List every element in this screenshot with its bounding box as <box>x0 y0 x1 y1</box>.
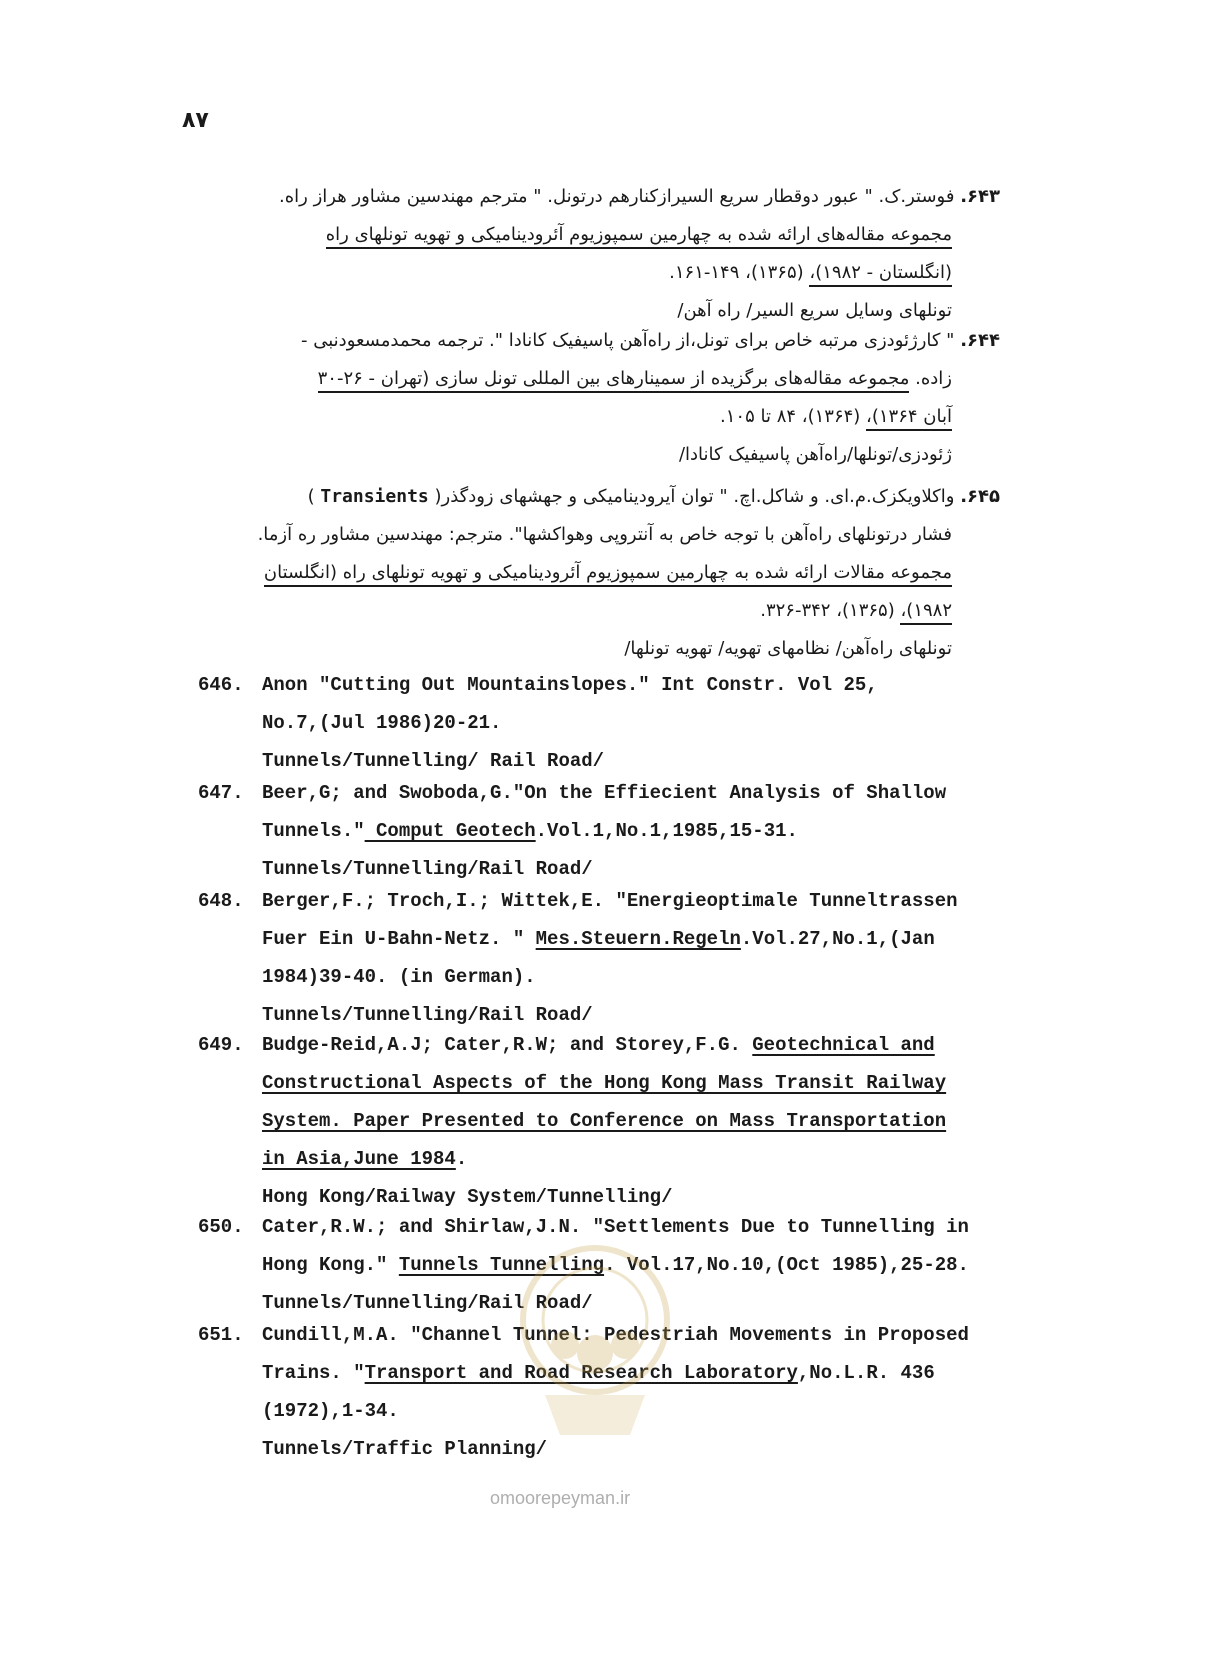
entry-text: Trains. " <box>262 1362 365 1384</box>
en-entry-649 <box>198 1026 1078 1216</box>
entry-keywords: ژئودزی/تونلها/راه‌آهن پاسیفیک کانادا/ <box>678 444 952 465</box>
source-title: Comput Geotech <box>364 820 536 842</box>
source-title: ۱۹۸۲)، <box>900 600 952 625</box>
entry-keywords: Tunnels/Tunnelling/Rail Road/ <box>262 1292 593 1314</box>
entry-text: زاده. <box>915 368 952 389</box>
fa-entry-line <box>160 216 1000 254</box>
fa-entry-line <box>160 322 1000 360</box>
entry-number: 651. <box>198 1324 244 1346</box>
source-title: Tunnels Tunnelling <box>398 1254 605 1276</box>
latin-term: Transients <box>320 486 429 507</box>
entry-text: No.7,(Jul 1986)20-21. <box>262 712 502 734</box>
entry-text: Cater,R.W.; and Shirlaw,J.N. "Settlements Due to Tunnelling in <box>262 1216 969 1238</box>
entry-text: (۱۳۶۵)، ۳۲۶-۳۴۲. <box>760 600 895 621</box>
source-title: in Asia,June 1984 <box>262 1148 456 1170</box>
entry-number: ۶۴۴. <box>960 330 1000 351</box>
entry-text: Tunnels." <box>262 820 365 842</box>
fa-entry-line <box>160 554 1000 592</box>
entry-number: ۶۴۳. <box>960 186 1000 207</box>
fa-entry-line <box>160 478 1000 516</box>
entry-keywords: Tunnels/Tunnelling/ Rail Road/ <box>262 750 605 772</box>
fa-entry-line <box>160 254 1000 292</box>
en-entry-647 <box>198 774 1078 888</box>
fa-entry-643 <box>160 178 1000 330</box>
fa-entry-line: فشار درتونلهای راه‌آهن با توجه خاص به آنتروپی وهواکشها". مترجم: مهندسین مشاور ره آزما. <box>257 524 952 545</box>
en-entry-648 <box>198 882 1078 1034</box>
watermark-text: omoorepeyman.ir <box>490 1488 631 1508</box>
entry-number: 647. <box>198 782 244 804</box>
entry-text: " کارژئودزی مرتبه خاص برای تونل،از راه‌آهن پاسیفیک کانادا ". ترجمه محمدمسعودنبی - <box>301 330 955 351</box>
entry-text: Cundill,M.A. "Channel Tunnel: Pedestriah Movements in Proposed <box>262 1324 969 1346</box>
entry-keywords: Tunnels/Tunnelling/Rail Road/ <box>262 1004 593 1026</box>
entry-text: ) <box>307 486 315 507</box>
entry-text: واکلاویکزک.م.ای. و شاکل.اچ. " توان آیرودینامیکی و جهشهای زودگذر( <box>434 486 955 507</box>
source-title: آبان ۱۳۶۴)، <box>866 406 952 431</box>
entry-keywords: Tunnels/Tunnelling/Rail Road/ <box>262 858 593 880</box>
entry-keywords: Tunnels/Traffic Planning/ <box>262 1438 548 1460</box>
entry-text: Beer,G; and Swoboda,G."On the Effiecient Analysis of Shallow <box>262 782 947 804</box>
entry-text: (1972),1-34. <box>262 1400 399 1422</box>
fa-entry-line <box>160 360 1000 398</box>
fa-entry-644 <box>160 322 1000 474</box>
fa-entry-line <box>160 178 1000 216</box>
fa-entry-line <box>160 398 1000 436</box>
source-title: (انگلستان - ۱۹۸۲)، <box>809 262 952 287</box>
entry-text: (۱۳۶۵)، ۱۴۹-۱۶۱. <box>669 262 804 283</box>
entry-text: . <box>455 1148 468 1170</box>
source-title: Geotechnical and <box>752 1034 935 1056</box>
source-title: مجموعه مقاله‌های ارائه شده به چهارمین سمپوزیوم آئرودینامیکی و تهویه تونلهای راه <box>326 224 952 249</box>
source-title: Constructional Aspects of the Hong Kong Mass Transit Railway <box>262 1072 947 1094</box>
entry-keywords: تونلهای وسایل سریع السیر/ راه آهن/ <box>677 300 952 321</box>
entry-text: Hong Kong." <box>262 1254 399 1276</box>
entry-text: 1984)39-40. (in German). <box>262 966 536 988</box>
entry-text: .Vol.27,No.1,(Jan <box>740 928 935 950</box>
fa-entry-line <box>160 592 1000 630</box>
entry-text: Anon "Cutting Out Mountainslopes." Int Constr. Vol 25, <box>262 674 878 696</box>
source-title: مجموعه مقاله‌های برگزیده از سمینارهای بین المللی تونل سازی (تهران - ۲۶-۳۰ <box>318 368 910 393</box>
entry-number: 649. <box>198 1034 244 1056</box>
en-entry-651 <box>198 1316 1078 1468</box>
fa-entry-645 <box>160 478 1000 668</box>
entry-keywords: تونلهای راه‌آهن/ نظامهای تهویه/ تهویه تونلها/ <box>624 638 952 659</box>
source-title: Transport and Road Research Laboratory <box>364 1362 798 1384</box>
entry-text: . Vol.17,No.10,(Oct 1985),25-28. <box>604 1254 969 1276</box>
entry-number: 646. <box>198 674 244 696</box>
entry-text: Budge-Reid,A.J; Cater,R.W; and Storey,F.G. <box>262 1034 753 1056</box>
entry-text: (۱۳۶۴)، ۸۴ تا ۱۰۵. <box>720 406 861 427</box>
entry-number: 650. <box>198 1216 244 1238</box>
source-title: System. Paper Presented to Conference on Mass Transportation <box>262 1110 947 1132</box>
en-entry-646 <box>198 666 1078 780</box>
entry-number: 648. <box>198 890 244 912</box>
entry-text: فوستر.ک. " عبور دوقطار سریع السیرازکنارهم درتونل. " مترجم مهندسین مشاور هراز راه. <box>279 186 955 207</box>
entry-number: ۶۴۵. <box>960 486 1000 507</box>
en-entry-650 <box>198 1208 1078 1322</box>
entry-keywords: Hong Kong/Railway System/Tunnelling/ <box>262 1186 673 1208</box>
entry-text: .Vol.1,No.1,1985,15-31. <box>535 820 798 842</box>
entry-text: Fuer Ein U-Bahn-Netz. " <box>262 928 536 950</box>
source-title: Mes.Steuern.Regeln <box>535 928 741 950</box>
entry-text: Berger,F.; Troch,I.; Wittek,E. "Energieoptimale Tunneltrassen <box>262 890 958 912</box>
page-number: ۸۷ <box>182 108 209 133</box>
source-title: مجموعه مقالات ارائه شده به چهارمین سمپوزیوم آئرودینامیکی و تهویه تونلهای راه (انگلستان <box>264 562 952 587</box>
entry-text: ,No.L.R. 436 <box>797 1362 935 1384</box>
